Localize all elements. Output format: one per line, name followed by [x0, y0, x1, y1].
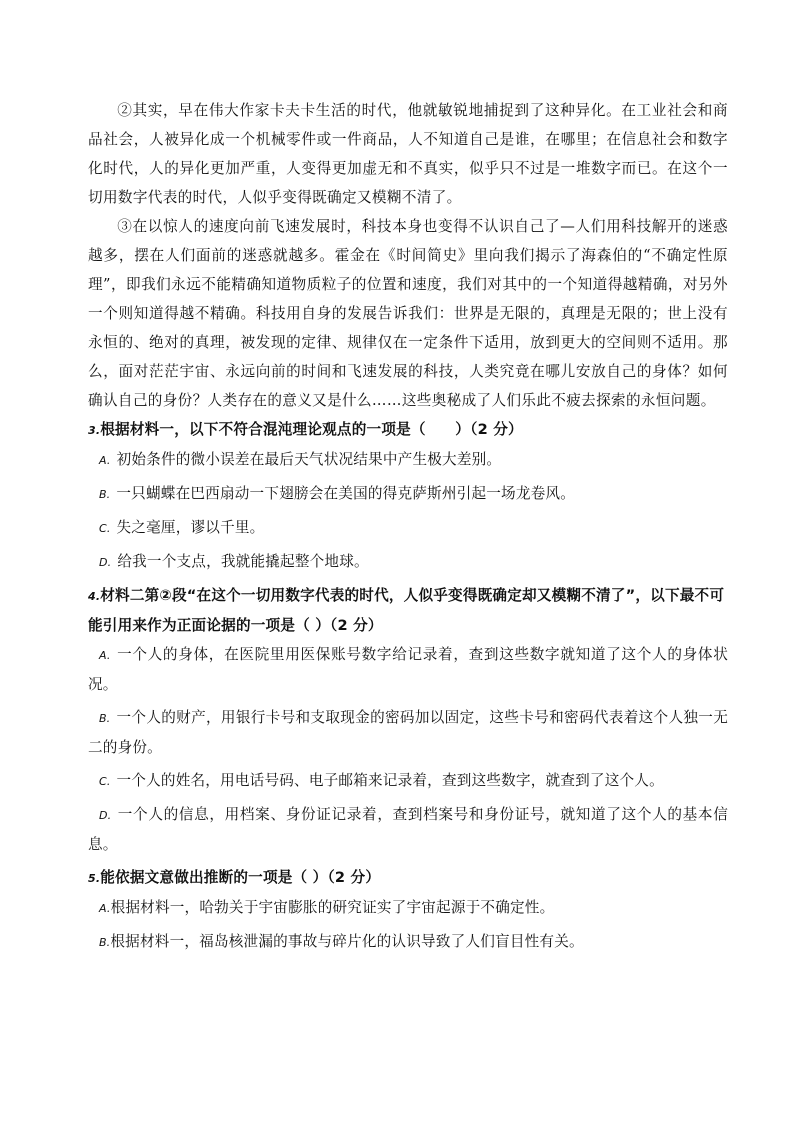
- question-4-option-d: [88, 800, 728, 859]
- option-letter: C.: [98, 522, 111, 535]
- option-text: 一个人的身体，在医院里用医保账号数字给记录着，查到这些数字就知道了这个人的身体状况。: [88, 646, 728, 693]
- question-3-option-c: [88, 513, 728, 543]
- option-letter: B.: [98, 936, 111, 949]
- question-3-number: 3.: [88, 424, 101, 437]
- option-letter: A.: [98, 454, 111, 467]
- question-3-text: 根据材料一，以下不符合混沌理论观点的一项是（ ）（2 分）: [100, 421, 523, 438]
- option-text: 一只蝴蝶在巴西扇动一下翅膀会在美国的得克萨斯州引起一场龙卷风。: [116, 485, 575, 502]
- material2-paragraph-3: ③在以惊人的速度向前飞速发展时，科技本身也变得不认识自己了—人们用科技解开的迷惑越多，摆在人们面前的迷惑就越多。霍金在《时间简史》里向我们揭示了海森伯的“不确定性原理”，即我们永远不能精确知道物质粒子的位置和速度，我们对其中的一个知道得越精确，对另外一个则知道得越不精确。科技用自身的发展告诉我们：世界是无限的，真理是无限的；世上没有永恒的、绝对的真理，被发现的定律、规律仅在一定条件下适用，放到更大的空间则不适用。那么，面对茫茫宇宙、永远向前的时间和飞速发展的科技，人类究竟在哪儿安放自己的身体？如何确认自己的身份？人类存在的意义又是什么……这些奥秘成了人们乐此不疲去探索的永恒问题。: [88, 218, 728, 409]
- question-5-option-b: [88, 927, 728, 957]
- option-text: 初始条件的微小误差在最后天气状况结果中产生极大差别。: [116, 451, 502, 468]
- option-text: 根据材料一，福岛核泄漏的事故与碎片化的认识导致了人们盲目性有关。: [110, 933, 584, 950]
- option-letter: D.: [98, 556, 112, 569]
- question-4-option-c: [88, 766, 728, 796]
- question-4-option-a: [88, 640, 728, 699]
- question-5-stem: [88, 863, 728, 893]
- question-4-number: 4.: [88, 590, 101, 603]
- question-4-option-b: [88, 703, 728, 762]
- question-5-text: 能依据文意做出推断的一项是（ ）（2 分）: [100, 869, 381, 886]
- question-3-stem: [88, 415, 728, 445]
- page-content: [88, 96, 728, 961]
- question-3-option-d: [88, 547, 728, 577]
- option-letter: B.: [98, 712, 111, 725]
- option-letter: A.: [98, 902, 111, 915]
- question-5-option-a: [88, 893, 728, 923]
- question-3-option-b: [88, 479, 728, 509]
- question-5-number: 5.: [88, 872, 101, 885]
- question-4-stem: [88, 581, 728, 640]
- option-text: 根据材料一，哈勃关于宇宙膨胀的研究证实了宇宙起源于不确定性。: [110, 899, 555, 916]
- option-text: 给我一个支点，我就能撬起整个地球。: [117, 553, 369, 570]
- option-text: 一个人的信息，用档案、身份证记录着，查到档案号和身份证号，就知道了这个人的基本信息。: [88, 806, 728, 853]
- option-text: 失之毫厘，谬以千里。: [116, 519, 265, 536]
- question-3-option-a: [88, 445, 728, 475]
- option-text: 一个人的财产，用银行卡号和支取现金的密码加以固定，这些卡号和密码代表着这个人独一无二的身份。: [88, 709, 728, 756]
- question-4-text: 材料二第②段“在这个一切用数字代表的时代，人似乎变得既确定却又模糊不清了”，以下最不可能引用来作为正面论据的一项是（ ）（2 分）: [88, 587, 725, 634]
- option-text: 一个人的姓名，用电话号码、电子邮箱来记录着，查到这些数字，就查到了这个人。: [116, 772, 664, 789]
- option-letter: B.: [98, 488, 111, 501]
- material2-paragraph-2: ②其实，早在伟大作家卡夫卡生活的时代，他就敏锐地捕捉到了这种异化。在工业社会和商品社会，人被异化成一个机械零件或一件商品，人不知道自己是谁，在哪里；在信息社会和数字化时代，人的异化更加严重，人变得更加虚无和不真实，似乎只不过是一堆数字而已。在这个一切用数字代表的时代，人似乎变得既确定又模糊不清了。: [88, 102, 728, 206]
- option-letter: D.: [98, 809, 112, 822]
- option-letter: A.: [98, 649, 111, 662]
- option-letter: C.: [98, 775, 111, 788]
